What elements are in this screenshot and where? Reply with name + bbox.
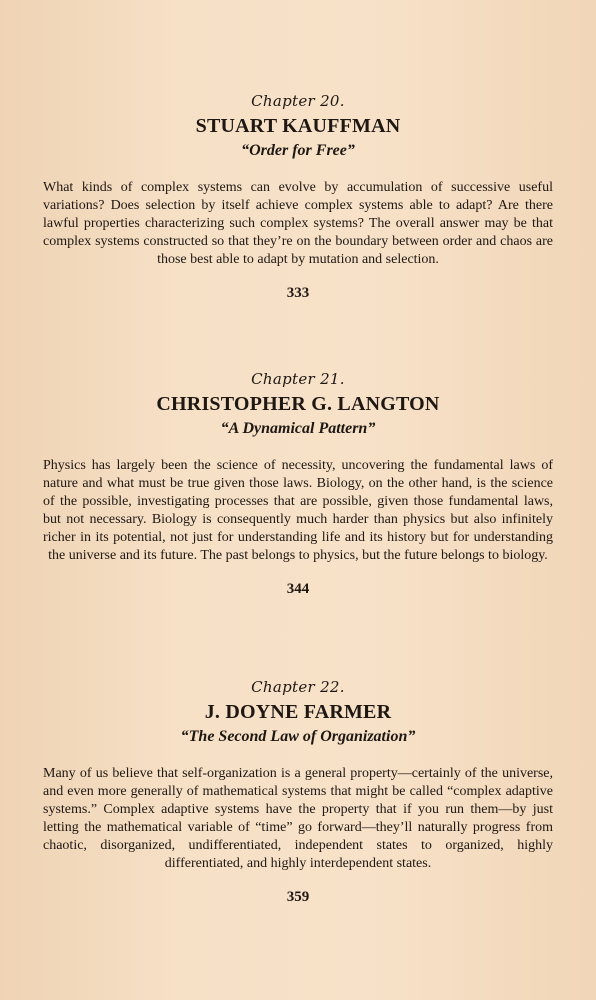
chapter-number: Chapter 21. — [251, 370, 345, 388]
chapter-blurb: Physics has largely been the science of necessity, uncovering the fundamental laws of nature and what must be true given those laws. Biology, on the other hand, is the science of the possible, investigating processes that are possible, given those fundamental laws, but not necessary. Biology is consequently much harder than physics but also infinitely richer in its potential, not just for understanding life and its history but for understanding the universe and its future. The past belongs to physics, but the future belongs to biology. — [43, 458, 553, 563]
chapter-page-number: 359 — [286, 889, 310, 905]
chapter-number: Chapter 20. — [251, 92, 345, 110]
chapter-20-entry — [43, 92, 553, 303]
chapter-blurb: What kinds of complex systems can evolve by accumulation of successive useful variations? Does selection by itself achieve complex systems able to adapt? Are there lawful properties characterizing such complex systems? The overall answer may be that complex systems constructed so that they’re on the boundary between order and chaos are those best able to adapt by mutation and selection. — [43, 180, 553, 267]
chapter-author: J. DOYNE FARMER — [204, 701, 392, 723]
chapter-title: “The Second Law of Organization” — [180, 728, 416, 745]
chapter-author: CHRISTOPHER G. LANGTON — [156, 393, 440, 415]
chapter-22-entry — [43, 678, 553, 907]
chapter-21-entry — [43, 370, 553, 599]
chapter-number: Chapter 22. — [251, 678, 345, 696]
chapter-author: STUART KAUFFMAN — [195, 115, 401, 137]
chapter-title: “A Dynamical Pattern” — [220, 420, 376, 437]
chapter-blurb: Many of us believe that self-organization is a general property—certainly of the universe, and even more generally of mathematical systems that might be called “complex adaptive systems.” Complex adaptive systems have the property that if you run them—by just letting the mathematical variable of “time” go forward—they’ll naturally progress from chaotic, disorganized, undifferentiated, independent states to organized, highly differentiated, and highly interdependent states. — [43, 766, 553, 871]
chapter-page-number: 333 — [286, 285, 310, 301]
chapter-title: “Order for Free” — [241, 142, 355, 159]
chapter-page-number: 344 — [286, 581, 310, 597]
